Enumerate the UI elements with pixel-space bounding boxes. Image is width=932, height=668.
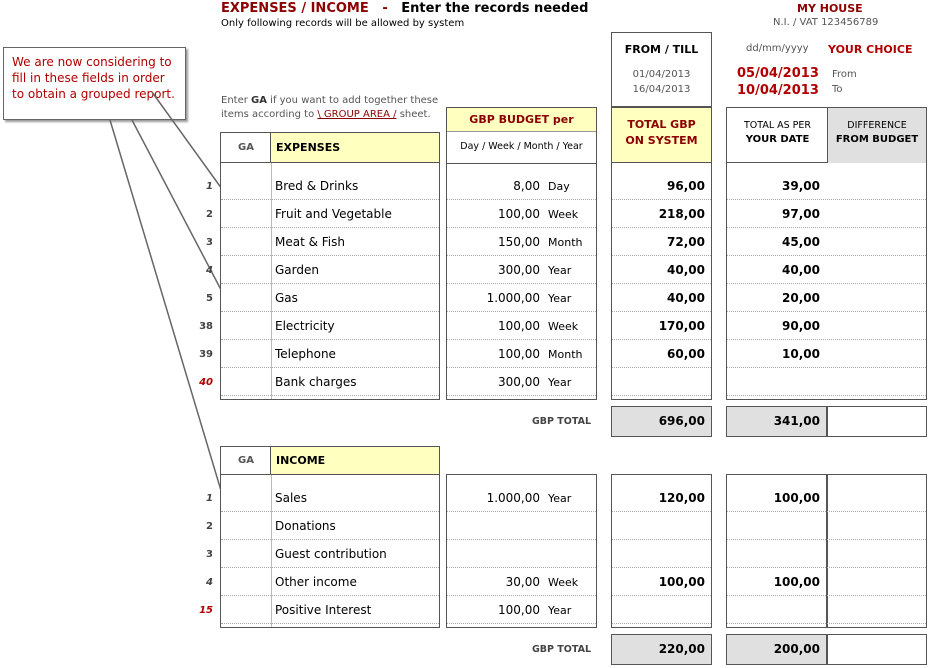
budget-amount[interactable]: 1.000,00	[486, 491, 540, 505]
row-number: 1	[206, 493, 213, 504]
ga-input[interactable]	[221, 256, 269, 283]
date-total: 90,00	[782, 319, 820, 333]
budget-unit[interactable]: Year	[548, 376, 572, 389]
system-dates-box	[611, 32, 712, 107]
budget-unit[interactable]: Year	[548, 604, 572, 617]
budget-amount[interactable]: 100,00	[498, 347, 540, 361]
row-number: 15	[199, 605, 213, 616]
budget-unit[interactable]: Week	[548, 576, 579, 589]
system-total: 40,00	[667, 263, 705, 277]
from-label: From	[832, 69, 857, 80]
budget-unit[interactable]: Year	[548, 292, 572, 305]
total-date-header-2: YOUR DATE	[745, 134, 810, 145]
ga-input[interactable]	[221, 368, 269, 395]
your-choice-label: YOUR CHOICE	[828, 43, 913, 56]
budget-amount[interactable]: 8,00	[513, 179, 540, 193]
ga-input[interactable]	[221, 312, 269, 339]
vat-number: N.I. / VAT 123456789	[773, 17, 879, 28]
system-total: 218,00	[658, 207, 705, 221]
date-total: 100,00	[773, 491, 820, 505]
expenses-total-date-cell	[726, 406, 827, 437]
row-item-name: Garden	[275, 263, 319, 277]
to-label: To	[832, 84, 843, 95]
budget-unit[interactable]: Month	[548, 348, 583, 361]
budget-unit[interactable]: Year	[548, 492, 572, 505]
row-number: 38	[199, 321, 213, 332]
company-name: MY HOUSE	[797, 2, 863, 15]
budget-amount[interactable]: 1.000,00	[486, 291, 540, 305]
row-item-name: Telephone	[275, 347, 336, 361]
row-item-name: Fruit and Vegetable	[275, 207, 392, 221]
choice-from-date[interactable]: 05/04/2013	[737, 66, 819, 81]
instruction-line-1: Enter GA if you want to add together these	[221, 95, 439, 106]
from-till-label: FROM / TILL	[624, 43, 699, 56]
budget-amount[interactable]: 100,00	[498, 319, 540, 333]
income-total-system-cell	[611, 634, 712, 665]
income-total-date-cell	[726, 634, 827, 665]
row-item-name: Donations	[275, 519, 336, 533]
income-column-header: INCOME	[276, 454, 326, 467]
income-diff-block	[827, 474, 927, 628]
ga-input[interactable]	[221, 484, 269, 511]
row-number: 5	[206, 293, 213, 304]
instruction-line-2: items according to \ GROUP AREA / sheet.	[221, 109, 431, 120]
income-total-label: GBP TOTAL	[532, 644, 592, 655]
expenses-column-header: EXPENSES	[276, 141, 341, 154]
date-total: 100,00	[773, 575, 820, 589]
budget-unit[interactable]: Month	[548, 236, 583, 249]
expenses-total-label: GBP TOTAL	[532, 416, 592, 427]
system-from-date: 01/04/2013	[632, 69, 691, 80]
row-item-name: Bank charges	[275, 375, 357, 389]
page-note: Only following records will be allowed by system	[221, 18, 465, 29]
row-number: 4	[206, 265, 213, 276]
system-total: 60,00	[667, 347, 705, 361]
ga-column-header: GA	[238, 142, 254, 153]
date-total: 97,00	[782, 207, 820, 221]
total-system-header-1: TOTAL GBP	[627, 118, 696, 131]
income-ga-header: GA	[238, 455, 254, 466]
row-number: 2	[206, 209, 213, 220]
income-total-diff-cell	[827, 634, 927, 665]
system-total: 72,00	[667, 235, 705, 249]
date-total: 40,00	[782, 263, 820, 277]
budget-unit[interactable]: Week	[548, 208, 579, 221]
row-item-name: Other income	[275, 575, 357, 589]
system-total: 120,00	[658, 491, 705, 505]
diff-header-2: FROM BUDGET	[835, 134, 919, 145]
ga-input[interactable]	[221, 200, 269, 227]
income-total-system: 220,00	[658, 642, 705, 656]
ga-input[interactable]	[221, 512, 269, 539]
diff-header-1: DIFFERENCE	[847, 120, 907, 131]
page-title: EXPENSES / INCOME - Enter the records needed	[221, 1, 589, 16]
row-number: 3	[206, 549, 213, 560]
row-item-name: Positive Interest	[275, 603, 372, 617]
system-total: 96,00	[667, 179, 705, 193]
expenses-total-system: 696,00	[658, 414, 705, 428]
budget-amount[interactable]: 30,00	[505, 575, 540, 589]
expenses-total-date: 341,00	[773, 414, 820, 428]
system-total: 100,00	[658, 575, 705, 589]
budget-subheader: Day / Week / Month / Year	[460, 141, 583, 152]
date-total: 20,00	[782, 291, 820, 305]
expenses-total-system-cell	[611, 406, 712, 437]
row-number: 1	[206, 181, 213, 192]
ga-input[interactable]	[221, 172, 269, 199]
annotation-note: We are now considering to fill in these fields in order to obtain a grouped report.	[3, 47, 186, 120]
row-item-name: Gas	[275, 291, 298, 305]
choice-to-date[interactable]: 10/04/2013	[737, 83, 819, 98]
expenses-total-diff-cell	[827, 406, 927, 437]
system-till-date: 16/04/2013	[632, 84, 691, 95]
row-number: 3	[206, 237, 213, 248]
ga-input[interactable]	[221, 596, 269, 623]
ga-input[interactable]	[221, 568, 269, 595]
income-total-date: 200,00	[773, 642, 820, 656]
budget-unit[interactable]: Year	[548, 264, 572, 277]
group-area-link[interactable]: \ GROUP AREA /	[317, 109, 397, 120]
row-item-name: Meat & Fish	[275, 235, 346, 249]
date-format-label: dd/mm/yyyy	[746, 43, 809, 54]
date-total: 39,00	[782, 179, 820, 193]
budget-unit[interactable]: Day	[548, 180, 570, 193]
system-total: 170,00	[658, 319, 705, 333]
budget-amount[interactable]: 300,00	[498, 375, 540, 389]
ga-input[interactable]	[221, 540, 269, 567]
budget-unit[interactable]: Week	[548, 320, 579, 333]
budget-amount[interactable]: 300,00	[498, 263, 540, 277]
budget-amount[interactable]: 100,00	[498, 207, 540, 221]
budget-amount[interactable]: 100,00	[498, 603, 540, 617]
row-number: 4	[206, 577, 213, 588]
row-item-name: Electricity	[275, 319, 335, 333]
budget-amount[interactable]: 150,00	[498, 235, 540, 249]
ga-input[interactable]	[221, 340, 269, 367]
system-total: 40,00	[667, 291, 705, 305]
row-item-name: Guest contribution	[275, 547, 387, 561]
row-item-name: Sales	[275, 491, 307, 505]
total-system-header-2: ON SYSTEM	[625, 134, 698, 147]
row-number: 40	[199, 377, 213, 388]
row-item-name: Bred & Drinks	[275, 179, 359, 193]
total-date-header-1: TOTAL AS PER	[743, 120, 812, 131]
row-number: 39	[199, 349, 213, 360]
row-number: 2	[206, 521, 213, 532]
ga-input[interactable]	[221, 228, 269, 255]
ga-input[interactable]	[221, 284, 269, 311]
date-total: 10,00	[782, 347, 820, 361]
budget-header: GBP BUDGET per	[469, 113, 574, 126]
date-total: 45,00	[782, 235, 820, 249]
